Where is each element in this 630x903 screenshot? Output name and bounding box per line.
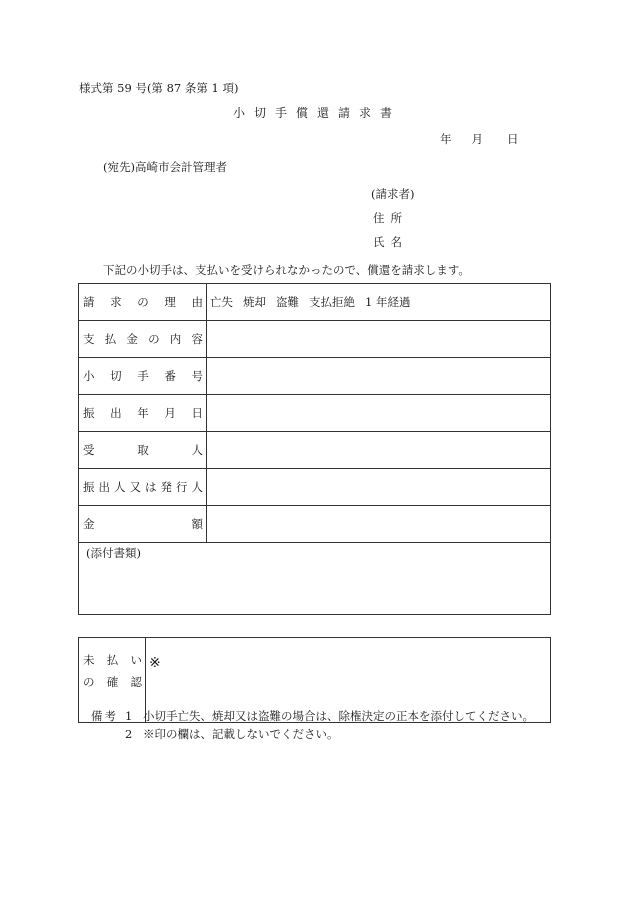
note-number: 1: [125, 709, 133, 723]
form-number: 様式第 59 号(第 87 条第 1 項): [79, 81, 239, 95]
claimant-name-label: 氏名: [373, 235, 408, 249]
row-label-char: は: [145, 480, 157, 494]
row-label-cell: [79, 395, 207, 432]
row-label-char: 小: [83, 369, 95, 383]
row-label-char: 人: [191, 443, 203, 457]
unpaid-label-char: 認: [130, 675, 142, 689]
reason-option[interactable]: 支払拒絶: [309, 295, 355, 309]
reason-options-cell[interactable]: [207, 284, 551, 321]
unpaid-label-char: 払: [106, 653, 119, 667]
attachments-label: (添付書類): [86, 546, 141, 560]
row-value-field[interactable]: [207, 506, 551, 543]
table-row: [79, 469, 551, 506]
row-label-char: 受: [83, 443, 95, 457]
date-year-label: 年: [440, 132, 452, 146]
reason-option[interactable]: 盗難: [276, 295, 299, 309]
row-label-char: 年: [137, 406, 149, 420]
row-label: [83, 442, 203, 458]
row-label-char: 行: [176, 480, 188, 494]
row-label: [83, 331, 203, 347]
row-label-char: 出: [110, 406, 122, 420]
row-label-char: 由: [191, 295, 203, 309]
table-row: [79, 284, 551, 321]
row-label-char: 発: [160, 480, 172, 494]
document-title: 小切手償還請求書: [232, 106, 401, 120]
row-label: [83, 294, 203, 310]
note-text: 小切手亡失、焼却又は盗難の場合は、除権決定の正本を添付してください。: [143, 709, 534, 723]
row-value-field[interactable]: [207, 432, 551, 469]
table-row: [79, 395, 551, 432]
reason-option[interactable]: 1 年経過: [365, 295, 411, 309]
row-label-cell: [79, 284, 207, 321]
row-label-char: 人: [114, 480, 126, 494]
claimant-label: (請求者): [371, 187, 415, 201]
row-label-char: 振: [83, 480, 95, 494]
request-statement: 下記の小切手は、支払いを受けられなかったので、償還を請求します。: [103, 263, 470, 277]
reason-option[interactable]: 焼却: [243, 295, 266, 309]
table-row: [79, 432, 551, 469]
claimant-address-label: 住所: [373, 211, 408, 225]
unpaid-label-char: の: [83, 675, 95, 689]
row-label: [83, 368, 203, 384]
date-line: [440, 131, 519, 147]
row-label-char: 月: [164, 406, 176, 420]
row-label-char: 金: [126, 332, 138, 346]
unpaid-label-char: 確: [106, 675, 119, 689]
row-label: [83, 516, 203, 532]
row-label-cell: [79, 506, 207, 543]
row-label-cell: [79, 321, 207, 358]
row-label-char: 又: [129, 480, 141, 494]
note-number: 2: [125, 727, 133, 741]
reason-option[interactable]: 亡失: [210, 295, 233, 309]
attachments-field[interactable]: [79, 543, 551, 615]
unpaid-label-char: 未: [83, 653, 95, 667]
row-label-cell: [79, 358, 207, 395]
unpaid-label-line1: [83, 649, 142, 671]
row-label-char: 金: [83, 517, 95, 531]
date-month-label: 月: [471, 132, 483, 146]
row-label-char: 支: [83, 332, 95, 346]
note-item-1: [91, 708, 534, 724]
row-label-char: 容: [191, 332, 203, 346]
row-label-char: 切: [110, 369, 122, 383]
row-label-char: の: [137, 295, 149, 309]
row-value-field[interactable]: [207, 395, 551, 432]
date-day-label: 日: [507, 132, 519, 146]
row-label-char: 請: [83, 295, 95, 309]
row-label-char: 出: [98, 480, 110, 494]
row-label-char: 号: [191, 369, 203, 383]
row-label-char: 理: [164, 295, 176, 309]
table-row: [79, 358, 551, 395]
row-label-char: 日: [191, 406, 203, 420]
row-value-field[interactable]: [207, 469, 551, 506]
row-value-field[interactable]: [207, 358, 551, 395]
unpaid-value-cell: ※: [146, 638, 551, 723]
row-label-char: 振: [83, 406, 95, 420]
note-item-2: [125, 726, 339, 742]
check-details-table: [78, 283, 551, 615]
row-label-char: 手: [137, 369, 149, 383]
row-label-char: 内: [169, 332, 182, 346]
row-label-char: 払: [104, 332, 117, 346]
table-row: [79, 321, 551, 358]
row-label-char: 取: [137, 443, 149, 457]
note-text: ※印の欄は、記載しないでください。: [143, 727, 339, 741]
unpaid-label-line2: [83, 671, 142, 693]
row-label-char: 額: [191, 517, 203, 531]
row-label-cell: [79, 469, 207, 506]
row-label: [83, 405, 203, 421]
row-label: [83, 479, 203, 495]
addressee: (宛先)高崎市会計管理者: [103, 160, 227, 174]
notes-heading: 備考: [91, 709, 118, 723]
row-label-cell: [79, 432, 207, 469]
row-value-field[interactable]: [207, 321, 551, 358]
row-label-char: の: [148, 332, 160, 346]
table-row: [79, 506, 551, 543]
attachments-row: [79, 543, 551, 615]
row-label-char: 番: [164, 369, 176, 383]
row-label-char: 求: [110, 295, 122, 309]
unpaid-label-char: い: [130, 653, 142, 667]
row-label-char: 人: [191, 480, 203, 494]
